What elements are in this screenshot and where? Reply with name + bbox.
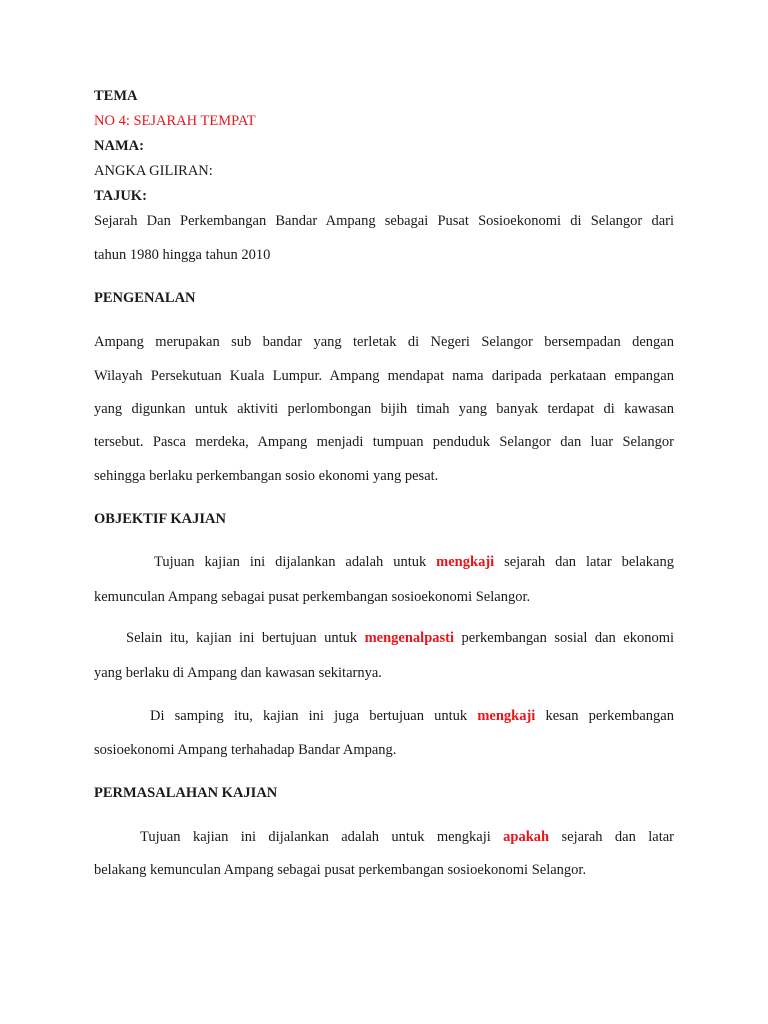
pengenalan-line-3: yang digunkan untuk aktiviti perlombongan bijih timah yang banyak terdapat di kawasan: [94, 401, 674, 417]
objektif-p3-highlight: mengkaji: [477, 708, 536, 724]
objektif-heading: OBJEKTIF KAJIAN: [94, 511, 226, 527]
permasalahan-p1-text: Tujuan kajian ini dijalankan adalah untuk mengkaji: [140, 829, 504, 845]
pengenalan-heading: PENGENALAN: [94, 290, 196, 306]
objektif-paragraph-3-line-1: [150, 708, 674, 725]
objektif-p2-text-after: perkembangan sosial dan ekonomi: [454, 630, 674, 646]
permasalahan-p1-text-after: sejarah dan latar: [549, 829, 674, 845]
objektif-p1-highlight: mengkaji: [436, 554, 495, 570]
tajuk-line-2: tahun 1980 hingga tahun 2010: [94, 247, 271, 263]
angka-giliran-label: ANGKA GILIRAN:: [94, 163, 213, 179]
pengenalan-line-5: sehingga berlaku perkembangan sosio ekonomi yang pesat.: [94, 468, 439, 484]
objektif-p3-text: Di samping itu, kajian ini juga bertujuan untuk: [150, 708, 478, 724]
pengenalan-line-2: Wilayah Persekutuan Kuala Lumpur. Ampang mendapat nama daripada perkataan empangan: [94, 368, 674, 384]
tema-value: NO 4: SEJARAH TEMPAT: [94, 113, 256, 129]
objektif-p2-text: Selain itu, kajian ini bertujuan untuk: [126, 630, 365, 646]
tajuk-label: TAJUK:: [94, 188, 147, 204]
objektif-p2-highlight: mengenalpasti: [364, 630, 455, 646]
objektif-paragraph-1-line-2: kemunculan Ampang sebagai pusat perkembangan sosioekonomi Selangor.: [94, 589, 531, 605]
objektif-p3-text-after: kesan perkembangan: [535, 708, 674, 724]
tema-label: TEMA: [94, 88, 138, 104]
objektif-paragraph-1-line-1: [154, 554, 674, 571]
objektif-paragraph-2-line-2: yang berlaku di Ampang dan kawasan sekitarnya.: [94, 665, 382, 681]
objektif-p1-text-after: sejarah dan latar belakang: [494, 554, 674, 570]
permasalahan-paragraph-1-line-2: belakang kemunculan Ampang sebagai pusat perkembangan sosioekonomi Selangor.: [94, 862, 587, 878]
pengenalan-line-4: tersebut. Pasca merdeka, Ampang menjadi tumpuan penduduk Selangor dan luar Selangor: [94, 434, 674, 450]
objektif-p1-text: Tujuan kajian ini dijalankan adalah untuk: [154, 554, 437, 570]
objektif-paragraph-2-line-1: [126, 630, 674, 647]
permasalahan-p1-highlight: apakah: [503, 829, 550, 845]
permasalahan-paragraph-1-line-1: [140, 829, 674, 846]
nama-label: NAMA:: [94, 138, 144, 154]
tajuk-line-1: Sejarah Dan Perkembangan Bandar Ampang sebagai Pusat Sosioekonomi di Selangor dari: [94, 213, 674, 229]
permasalahan-heading: PERMASALAHAN KAJIAN: [94, 785, 278, 801]
objektif-paragraph-3-line-2: sosioekonomi Ampang terhahadap Bandar Ampang.: [94, 742, 397, 758]
pengenalan-line-1: Ampang merupakan sub bandar yang terletak di Negeri Selangor bersempadan dengan: [94, 334, 674, 350]
